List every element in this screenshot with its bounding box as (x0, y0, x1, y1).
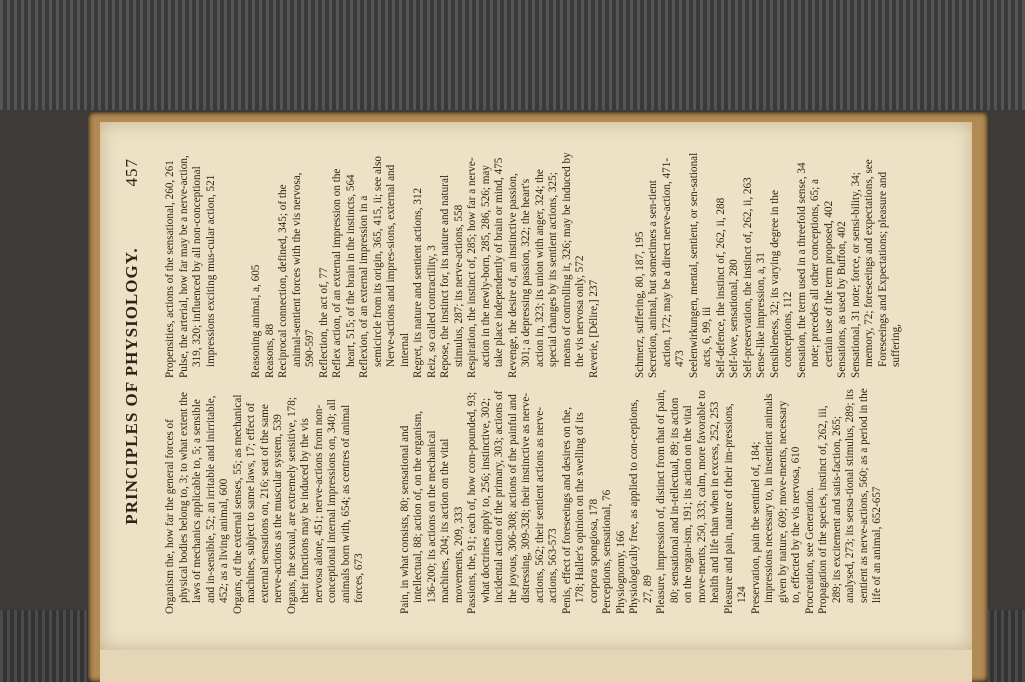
index-entry: Revenge, the desire of, an instinctive passion, 301; a depressing passion, 322; the heart's action in, 323; its union with anger, 324; the special changes by its sentient actions, 325; means of controlling it, 326; may be induced by the vis nervosa only, 572 (506, 152, 587, 378)
index-entry: Physiognomy, 166 (614, 530, 627, 614)
index-entry: Physiologically free, as applied to con-ceptions, 27, 89 (628, 399, 654, 614)
index-entry: Procreation, see Generation. (803, 487, 816, 614)
index-entry: Pulse, the arterial, how far may be a nerve-action, 319, 320; influenced by all non-conceptional impressions exciting mus-cular action, 521 (177, 155, 217, 378)
index-entry: Schmerz, suffering, 80, 187, 195 (633, 231, 646, 378)
index-entry: Organs, of the external senses, 55; as mechanical machines, subject to same laws, 17; effect of external sensations on, 216; seat of the same nerve-actions as the muscular system, 539 (231, 394, 284, 614)
running-header (122, 158, 144, 614)
index-entry: Reverie, [Délire,] 237 (587, 279, 600, 378)
index-entry: Self-love, sensational, 280 (728, 259, 741, 378)
index-entry: Secretion, animal, but sometimes a sen-tient action, 172; may be a direct nerve-action, 471-473 (647, 157, 687, 378)
entry-gap (378, 388, 388, 614)
index-entry: Reasons, 88 (263, 323, 276, 378)
index-entry: Repose, the instinct for, its nature and natural stimulus, 287; its nerve-actions, 558 (439, 174, 465, 378)
index-entry: Organism the, how far the general forces of physical bodies belong to, 3; to what extent the laws of mechanics applicable to, 5; a sensible and in-sensible, 52; an irritable and inirritable, 452; as a living animal, 600 (164, 392, 230, 614)
index-entry: Preservation, pain the sentinel of, 184; impressions necessary to, in insentient animals given by nature, 609; move-ments, necessary to, effected by the vis nervosa, 610 (749, 393, 803, 614)
next-page-edge (100, 650, 972, 682)
index-entry: Reflection, the act of, 77 (317, 267, 330, 378)
index-entry: Sensibleness, 32; its varying degree in the conceptions, 112 (768, 190, 795, 378)
index-entry: Sensations, as used by Buffon, 402 (836, 221, 849, 378)
entry-gap (613, 152, 623, 378)
entry-gap (229, 152, 239, 378)
index-entry: Reasoning animal, a, 605 (250, 264, 263, 378)
index-entry: Reiz, so called contractility, 3 (425, 245, 438, 378)
index-entry: Self-defence, the instinct of, 262, ii, 288 (714, 197, 727, 378)
index-entry: Pleasure and pain, nature of their im-pressions, 124 (722, 403, 749, 614)
index-entry: Seelenwirkungen, mental, sentient, or sen-sational acts, 6, 99, iii (687, 152, 714, 378)
page-title: PRINCIPLES OF PHYSIOLOGY. (122, 247, 141, 525)
index-entry: Reflex action, of an external impression on the heart, 515; of the brain in the instincts, 564 (331, 168, 357, 378)
index-entry: Propagation of the species, instinct of, 262, iii, 289; its excitement and satis-faction, 265; analysed, 273; its sensa-tional stimulus, 289; its sentient as nerve-actions, 560; as a period in the life of an animal, 652-657 (817, 388, 884, 614)
index-entry: Propensities, actions of the sensational, 260, 261 (164, 160, 176, 378)
index-column-right (164, 152, 904, 378)
index-entry: Self-preservation, the instinct of, 262, ii, 263 (741, 177, 754, 378)
index-entry: Pain, in what consists, 80; sensational and intellectual, 88; action of, on the organism, 136-200; its actions on the mechanical machines, 204; its action on the vital movements, 209, 333 (398, 410, 465, 614)
index-entry: Respiration, the instinct of, 285; how far a nerve-action in the newly-born, 285, 286, 526; may take place independently of brain or mind, 475 (466, 157, 506, 378)
rotated-page-content (100, 122, 972, 650)
book-page (100, 122, 972, 650)
index-entry: Organs, the sexual, are extremely sensitive, 178; their functions may be induced by the vis nervosa alone, 451; nerve-actions from non-conceptional internal impressions on, 340; all animals born with, 654; as centres of animal forces, 673 (285, 397, 365, 614)
index-entry: Pleasure, impression of, distinct from that of pain, 80; sensational and in-tellectual, 89; its action on the organ-ism, 191; its action on the vital move-ments, 250, 333; calm, more favorable to health and life than when in excess, 252, 253 (655, 389, 722, 614)
index-entry: Reflexion, of an external impression in a semicircle from its origin, 365, 415, ii; see also Nerve-actions and impres-sions, external and internal (358, 156, 411, 378)
index-entry: Perceptions, sensational, 76 (601, 489, 614, 614)
index-entry: Sensational, 31 note; force, or sensi-bility, 34; memory, 72; foreseeings and expectations, see Foreseeings and Expectations; pleasure and suffering, (849, 159, 903, 378)
index-entry: Penis, effect of foreseeings and desires on the, 178; Haller's opinion on the swelling of its corpora spongiosa, 178 (560, 406, 600, 614)
page-number: 457 (122, 158, 141, 187)
index-entry: Regret, its nature and sentient actions, 312 (412, 187, 425, 378)
index-column-left (164, 388, 885, 614)
index-entry: Passions, the, 91; each of, how com-pounded, 93; what doctrines apply to, 256; instinctive, 302; incidental action of the primary, 303; actions of the joyous, 306-308; actions of the painful and distressing, 309-328; their instinctive as nerve-actions, 562; their sentient actions as nerve-actions, 563-573 (466, 390, 560, 614)
index-entry: Sense-like impression, a, 31 (755, 252, 768, 378)
background-top (0, 0, 1025, 110)
index-entry: Reciprocal connection, defined, 345; of the animal-sentient forces with the vis nervosa, 590-597 (277, 172, 317, 378)
index-entry: Sensation, the term used in a threefold sense, 34 note; precedes all other conceptions, 65; a certain use of the term proposed, 402 (795, 162, 835, 378)
